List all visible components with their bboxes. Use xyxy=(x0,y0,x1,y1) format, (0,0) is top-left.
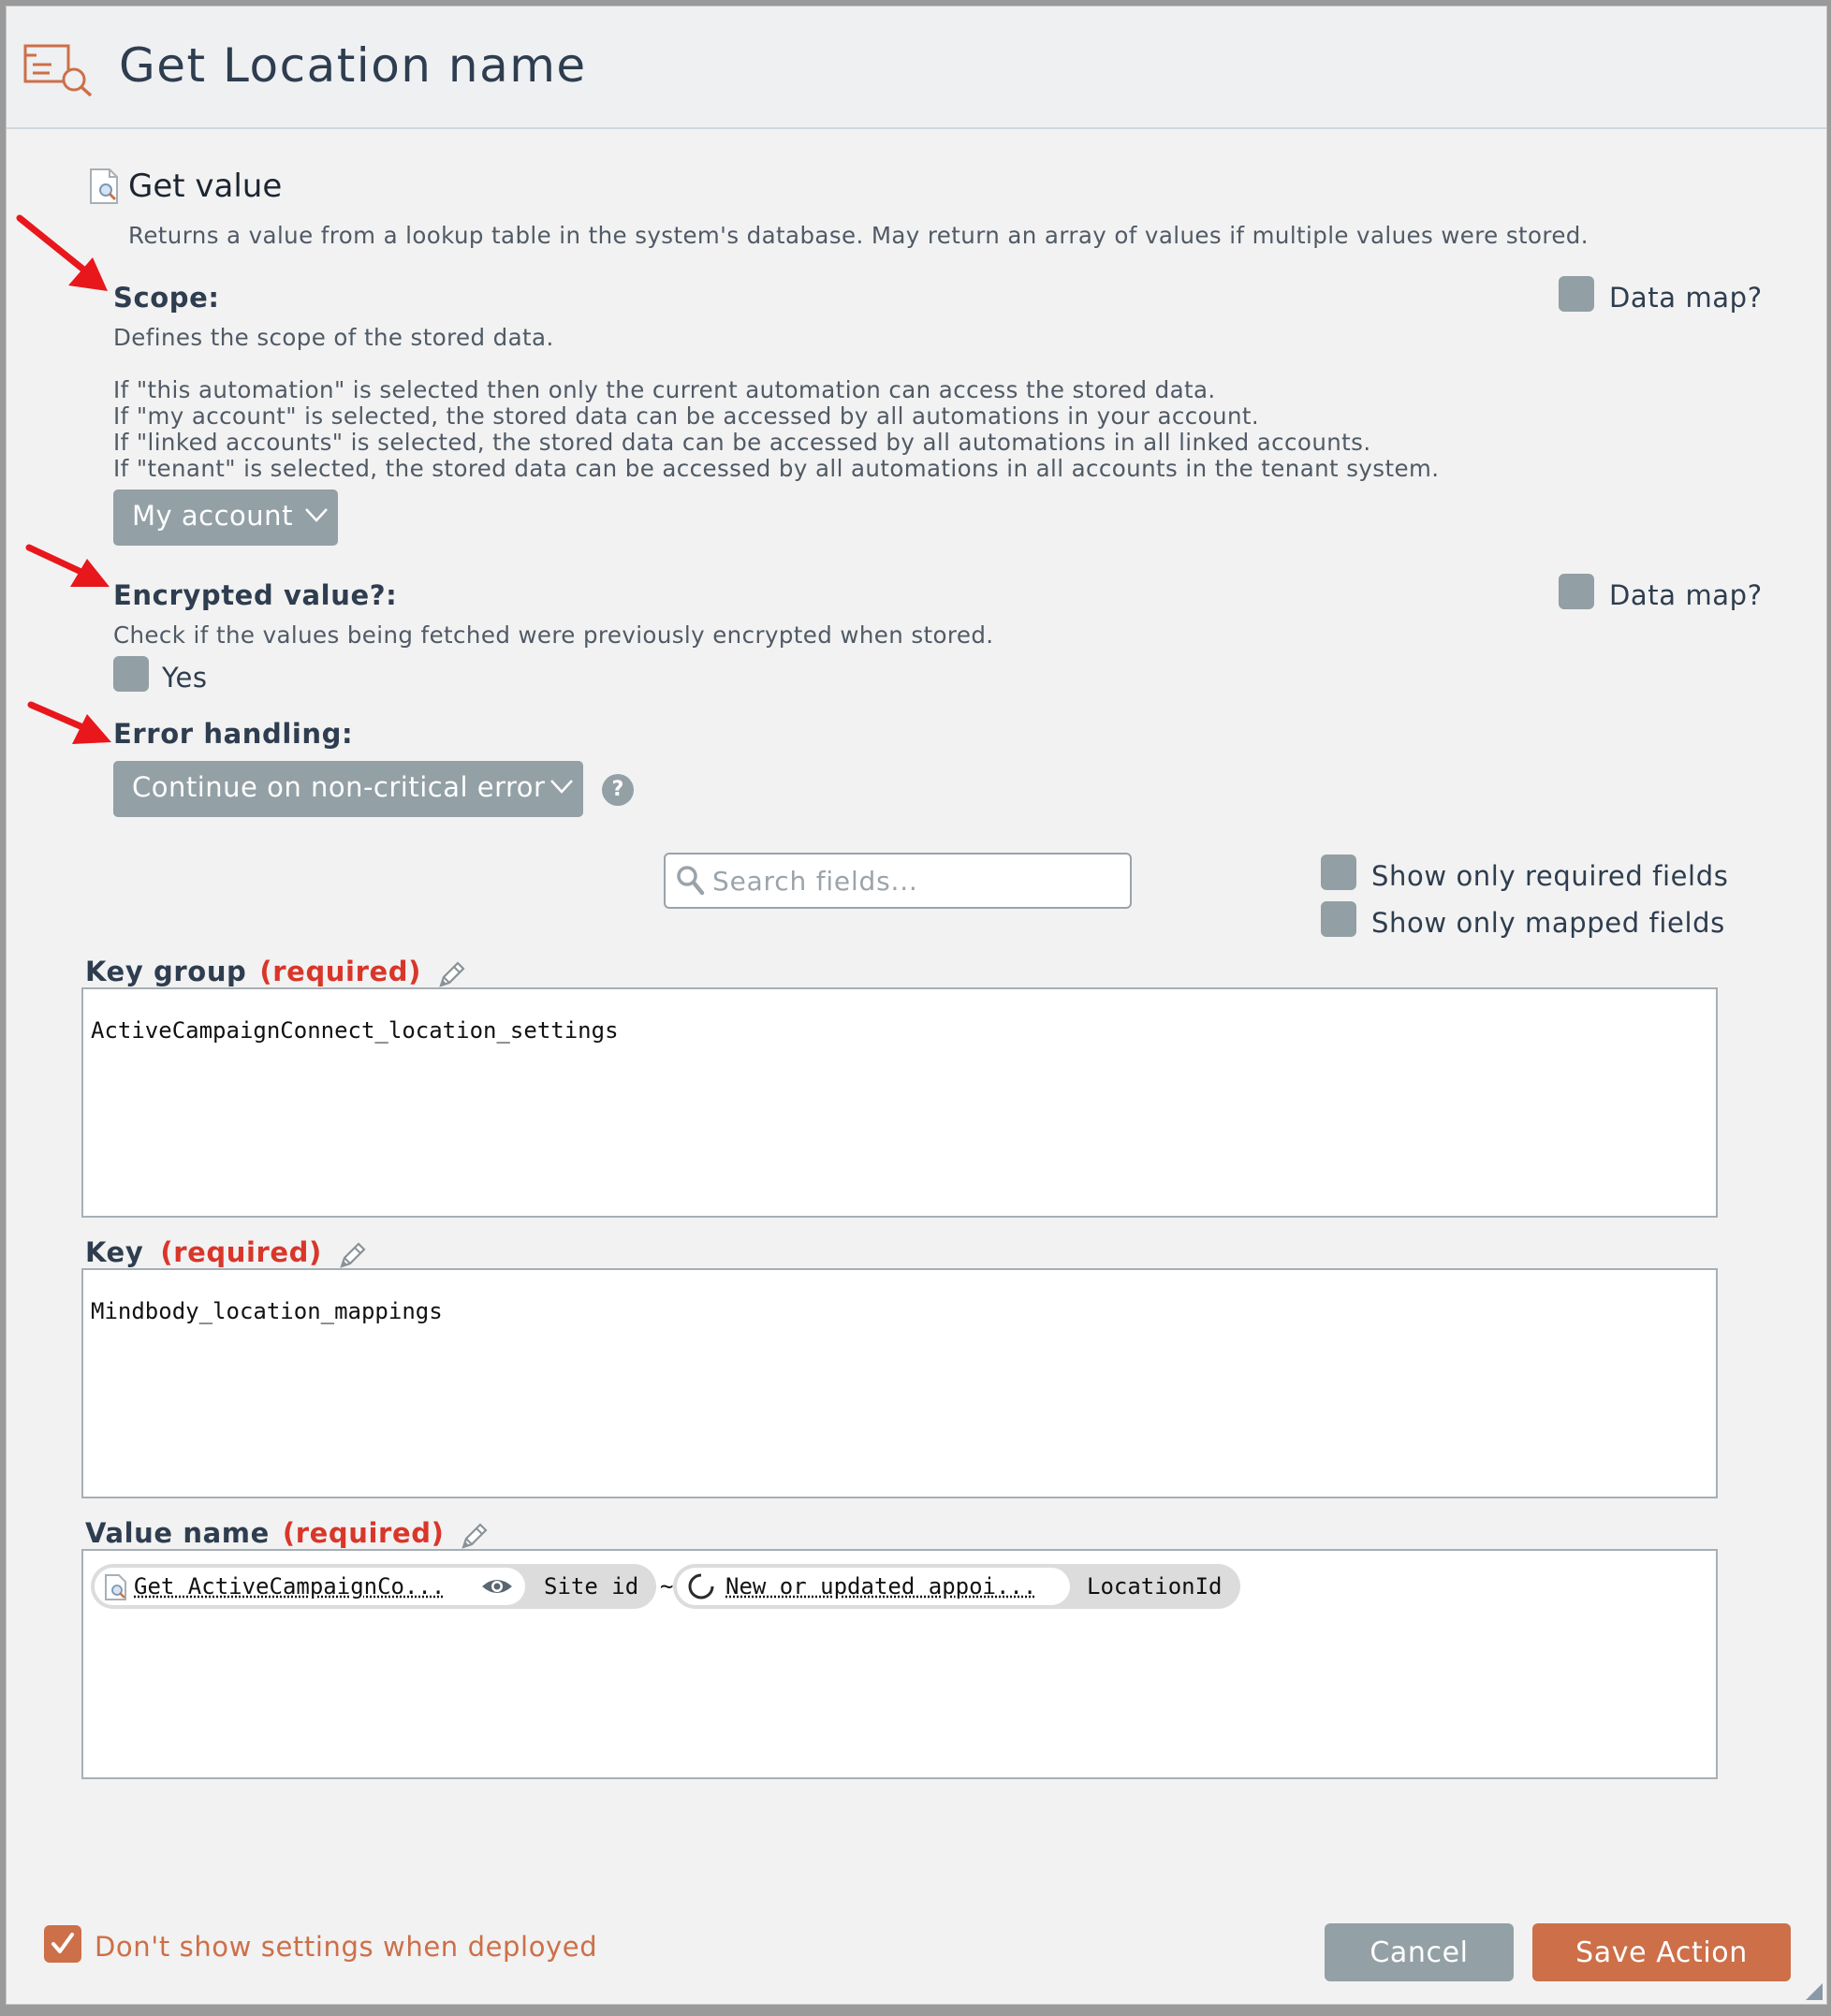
pencil-icon[interactable] xyxy=(336,1240,368,1272)
key-group-input[interactable] xyxy=(81,987,1718,1218)
required-marker: (required) xyxy=(282,1517,445,1549)
mapped-only-label: Show only mapped fields xyxy=(1371,907,1725,939)
value-name-input[interactable] xyxy=(81,1549,1718,1779)
encrypted-yes-label: Yes xyxy=(162,662,208,694)
token-separator: ~ xyxy=(660,1573,674,1600)
error-handling-select-value: Continue on non-critical error xyxy=(132,771,546,803)
pencil-icon[interactable] xyxy=(435,959,467,991)
search-fields-box[interactable] xyxy=(664,853,1132,909)
scope-help-line: Defines the scope of the stored data. xyxy=(113,324,554,351)
key-input[interactable] xyxy=(81,1268,1718,1498)
resize-handle-icon[interactable] xyxy=(1804,1981,1824,2002)
key-group-label-text: Key group xyxy=(85,956,247,987)
annotation-arrow-icon xyxy=(23,542,113,594)
encrypted-yes-checkbox[interactable] xyxy=(113,656,149,692)
scope-help-line: If "this automation" is selected then only the current automation can access the stored data. xyxy=(113,376,1216,403)
scope-data-map-label: Data map? xyxy=(1609,282,1763,314)
chevron-down-icon xyxy=(549,778,574,795)
save-action-button[interactable]: Save Action xyxy=(1532,1923,1791,1981)
encrypted-label: Encrypted value?: xyxy=(113,579,398,611)
chevron-down-icon xyxy=(304,506,329,523)
key-label xyxy=(85,1236,322,1268)
token-source-link[interactable]: Get ActiveCampaignCo... xyxy=(134,1573,446,1600)
annotation-arrow-icon xyxy=(25,699,115,752)
scope-select[interactable] xyxy=(113,489,338,546)
dont-show-settings-label: Don't show settings when deployed xyxy=(95,1931,598,1963)
scope-help-line: If "linked accounts" is selected, the stored data can be accessed by all automations in all linked accounts. xyxy=(113,429,1371,456)
key-label-text: Key xyxy=(85,1236,144,1268)
token-source xyxy=(95,1568,525,1605)
key-value: Mindbody_location_mappings xyxy=(91,1298,443,1324)
scope-select-value: My account xyxy=(132,500,293,532)
required-only-checkbox[interactable] xyxy=(1321,855,1356,890)
action-settings-dialog xyxy=(6,6,1827,2005)
encrypted-help: Check if the values being fetched were previously encrypted when stored. xyxy=(113,621,994,649)
mapped-field-token[interactable] xyxy=(673,1564,1240,1609)
dialog-header xyxy=(7,7,1826,129)
encrypted-data-map-label: Data map? xyxy=(1609,579,1763,611)
refresh-circle-icon xyxy=(686,1571,716,1601)
token-field-name: LocationId xyxy=(1087,1573,1223,1600)
token-field-name: Site id xyxy=(544,1573,639,1600)
dialog-title: Get Location name xyxy=(119,38,587,93)
annotation-arrow-icon xyxy=(14,212,115,297)
document-search-icon xyxy=(89,168,121,205)
cancel-button[interactable]: Cancel xyxy=(1325,1923,1514,1981)
action-description: Returns a value from a lookup table in the system's database. May return an array of values if multiple values were stored. xyxy=(128,222,1589,249)
search-fields-input[interactable] xyxy=(712,862,1124,899)
scope-help-line: If "my account" is selected, the stored data can be accessed by all automations in your account. xyxy=(113,402,1260,430)
scope-data-map-checkbox[interactable] xyxy=(1559,276,1594,312)
checkmark-icon xyxy=(50,1931,76,1957)
encrypted-data-map-checkbox[interactable] xyxy=(1559,574,1594,609)
pencil-icon[interactable] xyxy=(458,1521,490,1553)
token-source xyxy=(677,1568,1070,1605)
help-icon[interactable]: ? xyxy=(602,774,634,806)
value-name-label-text: Value name xyxy=(85,1517,270,1549)
required-marker: (required) xyxy=(259,956,421,987)
action-name: Get value xyxy=(128,168,283,205)
token-source-link[interactable]: New or updated appoi... xyxy=(725,1573,1037,1600)
key-group-label xyxy=(85,956,421,987)
required-marker: (required) xyxy=(160,1236,322,1268)
eye-icon[interactable] xyxy=(480,1575,514,1598)
error-handling-label: Error handling: xyxy=(113,718,354,750)
scope-label: Scope: xyxy=(113,282,220,314)
search-icon xyxy=(675,864,705,896)
mapped-only-checkbox[interactable] xyxy=(1321,901,1356,937)
value-name-label xyxy=(85,1517,444,1549)
error-handling-select[interactable] xyxy=(113,761,583,817)
list-search-icon xyxy=(23,44,95,96)
document-search-icon xyxy=(104,1573,128,1601)
required-only-label: Show only required fields xyxy=(1371,860,1729,892)
scope-help-line: If "tenant" is selected, the stored data can be accessed by all automations in all accounts in the tenant system. xyxy=(113,455,1440,482)
dont-show-settings-checkbox[interactable] xyxy=(44,1925,81,1963)
key-group-value: ActiveCampaignConnect_location_settings xyxy=(91,1017,619,1044)
mapped-field-token[interactable] xyxy=(91,1564,656,1609)
